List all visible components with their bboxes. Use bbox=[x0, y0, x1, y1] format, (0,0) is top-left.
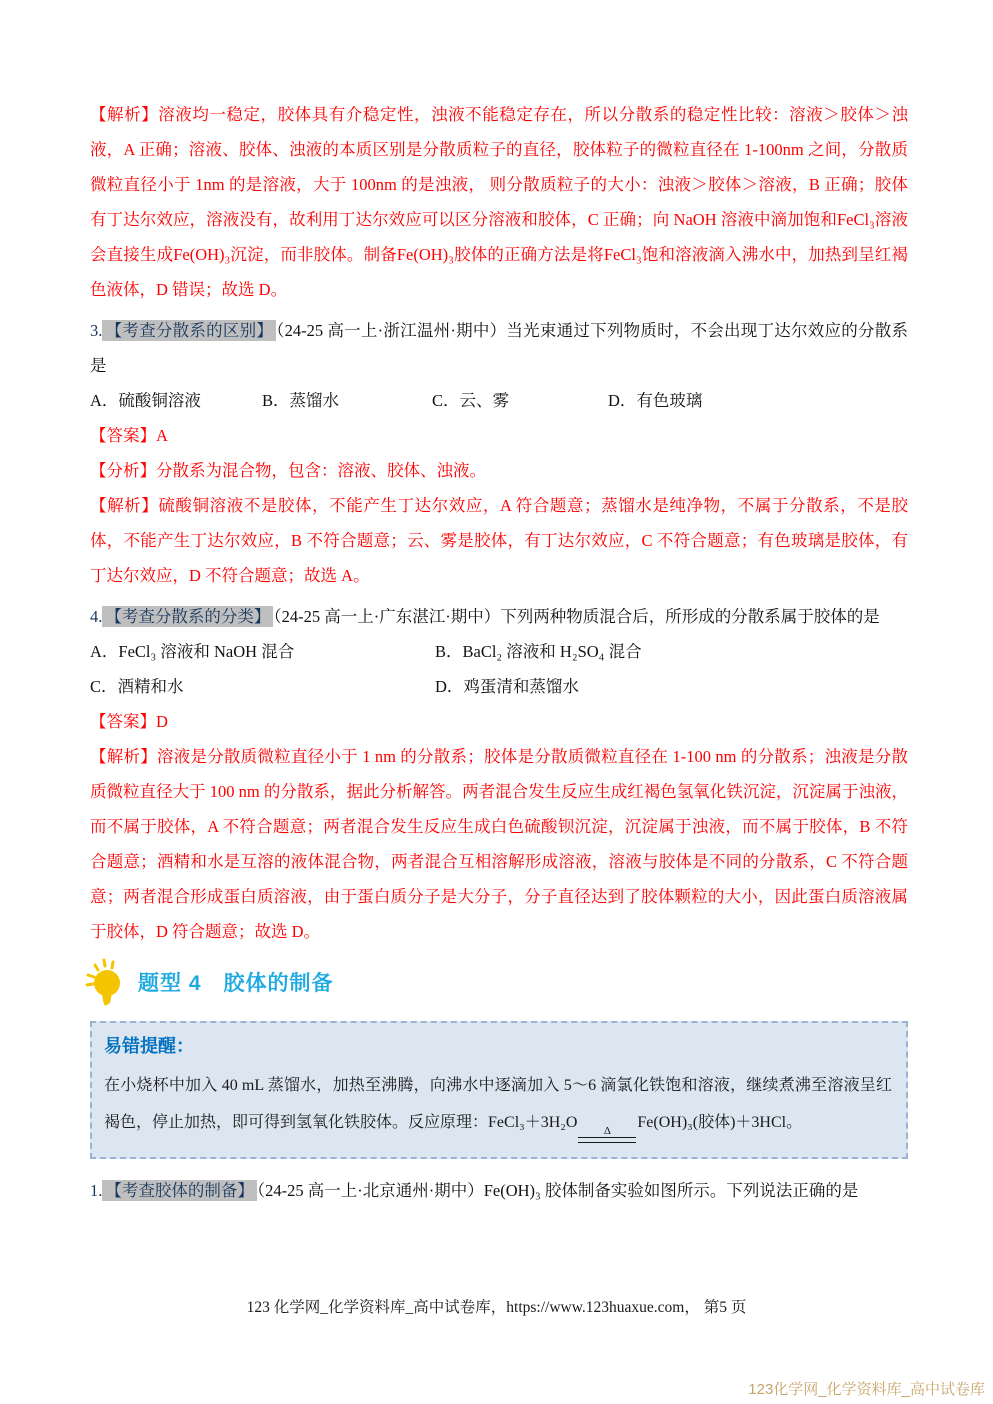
tip-text: 在小烧杯中加入 40 mL 蒸馏水，加热至沸腾，向沸水中逐滴加入 5～6 滴氯化铁饱和溶液，继续煮沸至溶液呈红褐色，停止加热，即可得到氢氧化铁胶体。反应原理： bbox=[104, 1077, 892, 1131]
question-3-answer bbox=[90, 418, 908, 453]
prev-question-explanation bbox=[90, 97, 908, 307]
option-c: C．云、雾 bbox=[432, 391, 510, 410]
question-tag-badge: 【考查胶体的制备】 bbox=[102, 1180, 257, 1201]
tip-box-body bbox=[104, 1067, 892, 1143]
page-content bbox=[90, 97, 908, 1208]
section-title: 题型 4 胶体的制备 bbox=[138, 971, 334, 995]
chemical-equation bbox=[488, 1114, 803, 1137]
question-4-stem bbox=[90, 599, 908, 634]
watermark-text: 123化学网_化学资料库_高中试卷库 bbox=[748, 1381, 985, 1398]
explanation-text: 硫酸铜溶液不是胶体，不能产生丁达尔效应，A 符合题意；蒸馏水是纯净物，不属于分散系，不是胶体，不能产生丁达尔效应，B 不符合题意；云、雾是胶体，有丁达尔效应，C 不符合题意；有色玻璃是胶体，有丁达尔效应，D 不符合题意；故选 A。 bbox=[90, 496, 909, 585]
delta-symbol: Δ bbox=[603, 1125, 611, 1137]
question-number: 1. bbox=[90, 1181, 103, 1200]
question-3-options bbox=[90, 383, 908, 418]
equation-left: FeCl₃＋3H₂O bbox=[488, 1114, 578, 1131]
double-line-equals bbox=[578, 1137, 636, 1143]
option-d: D．鸡蛋清和蒸馏水 bbox=[435, 677, 579, 696]
explanation-text: 溶液是分散质微粒直径小于 1 nm 的分散系；胶体是分散质微粒直径在 1-100 nm 的分散系；浊液是分散质微粒直径大于 100 nm 的分散系，据此分析解答。两者混合发生反应生成红褐色氢氧化铁沉淀，沉淀属于浊液，而不属于胶体，A 不符合题意；两者混合发生反应生成白色硫酸钡沉淀，沉淀属于浊液，而不属于胶体，B 不符合题意；酒精和水是互溶的液体混合物，两者混合互相溶解形成溶液，溶液与胶体是不同的分散系，C 不符合题意；两者混合形成蛋白质溶液，由于蛋白质分子是大分子，分子直径达到了胶体颗粒的大小，因此蛋白质溶液属于胶体，D 符合题意；故选 D。 bbox=[90, 747, 908, 941]
question-number: 3. bbox=[90, 321, 103, 340]
error-prone-tip-box bbox=[90, 1021, 908, 1159]
answer-value: A bbox=[156, 426, 168, 445]
option-c: C．酒精和水 bbox=[90, 677, 184, 696]
tip-box-title: 易错提醒： bbox=[104, 1036, 194, 1056]
equation-condition bbox=[578, 1125, 636, 1143]
option-b: B．BaCl₂ 溶液和 H₂SO₄ 混合 bbox=[435, 642, 642, 661]
section-header bbox=[82, 955, 908, 1011]
explanation-label: 【解析】 bbox=[90, 496, 159, 515]
question-4-answer bbox=[90, 704, 908, 739]
question-4-options-row-2 bbox=[90, 669, 908, 704]
question-4-explanation bbox=[90, 739, 908, 949]
option-b: B．蒸馏水 bbox=[262, 391, 340, 410]
option-a: A．硫酸铜溶液 bbox=[90, 391, 201, 410]
question-3-analysis bbox=[90, 453, 908, 488]
answer-label: 【答案】 bbox=[90, 426, 156, 445]
analysis-text: 分散系为混合物，包含：溶液、胶体、浊液。 bbox=[156, 461, 486, 480]
explanation-label: 【解析】 bbox=[90, 105, 159, 124]
equation-right: Fe(OH)₃(胶体)＋3HCl。 bbox=[637, 1114, 803, 1131]
explanation-label: 【解析】 bbox=[90, 747, 157, 766]
explanation-text: 溶液均一稳定，胶体具有介稳定性，浊液不能稳定存在，所以分散系的稳定性比较：溶液＞胶体＞浊液，A 正确；溶液、胶体、浊液的本质区别是分散质粒子的直径，胶体粒子的微粒直径在 1-100nm 之间，分散质微粒直径小于 1nm 的是溶液，大于 100nm 的是浊液， 则分散质粒子的大小：浊液＞胶体＞溶液，B 正确；胶体有丁达尔效应，溶液没有，故利用丁达尔效应可以区分溶液和胶体，C 正确；向 NaOH 溶液中滴加饱和FeCl₃溶液会直接生成Fe(OH)₃沉淀，而非胶体。制备Fe(OH)₃胶体的正确方法是将FeCl₃饱和溶液滴入沸水中，加热到呈红褐色液体，D 错误；故选 D。 bbox=[90, 105, 909, 299]
question-tag-badge: 【考查分散系的区别】 bbox=[102, 320, 276, 341]
question-stem-text: （24-25 高一上·浙江温州·期中）当光束通过下列物质时，不会出现丁达尔效应的分散系是 bbox=[90, 321, 909, 375]
question-3-explanation bbox=[90, 488, 908, 593]
footer-text[interactable]: 123 化学网_化学资料库_高中试卷库，https://www.123huaxue.com， 第5 页 bbox=[246, 1299, 747, 1316]
question-tag-badge: 【考查分散系的分类】 bbox=[102, 606, 273, 627]
question-1-stem bbox=[90, 1173, 908, 1208]
analysis-label: 【分析】 bbox=[90, 461, 156, 480]
question-4-options-row-1 bbox=[90, 634, 908, 669]
page-footer bbox=[0, 1295, 993, 1317]
answer-value: D bbox=[156, 712, 168, 731]
question-3-stem bbox=[90, 313, 908, 383]
question-stem-text: （24-25 高一上·广东湛江·期中）下列两种物质混合后，所形成的分散系属于胶体的是 bbox=[273, 607, 880, 626]
option-a: A．FeCl₃ 溶液和 NaOH 混合 bbox=[90, 642, 295, 661]
option-d: D．有色玻璃 bbox=[608, 391, 703, 410]
lightbulb-icon bbox=[82, 957, 128, 1009]
answer-label: 【答案】 bbox=[90, 712, 156, 731]
question-number: 4. bbox=[90, 607, 103, 626]
question-stem-text: （24-25 高一上·北京通州·期中）Fe(OH)₃ 胶体制备实验如图所示。下列说法正确的是 bbox=[256, 1181, 859, 1200]
